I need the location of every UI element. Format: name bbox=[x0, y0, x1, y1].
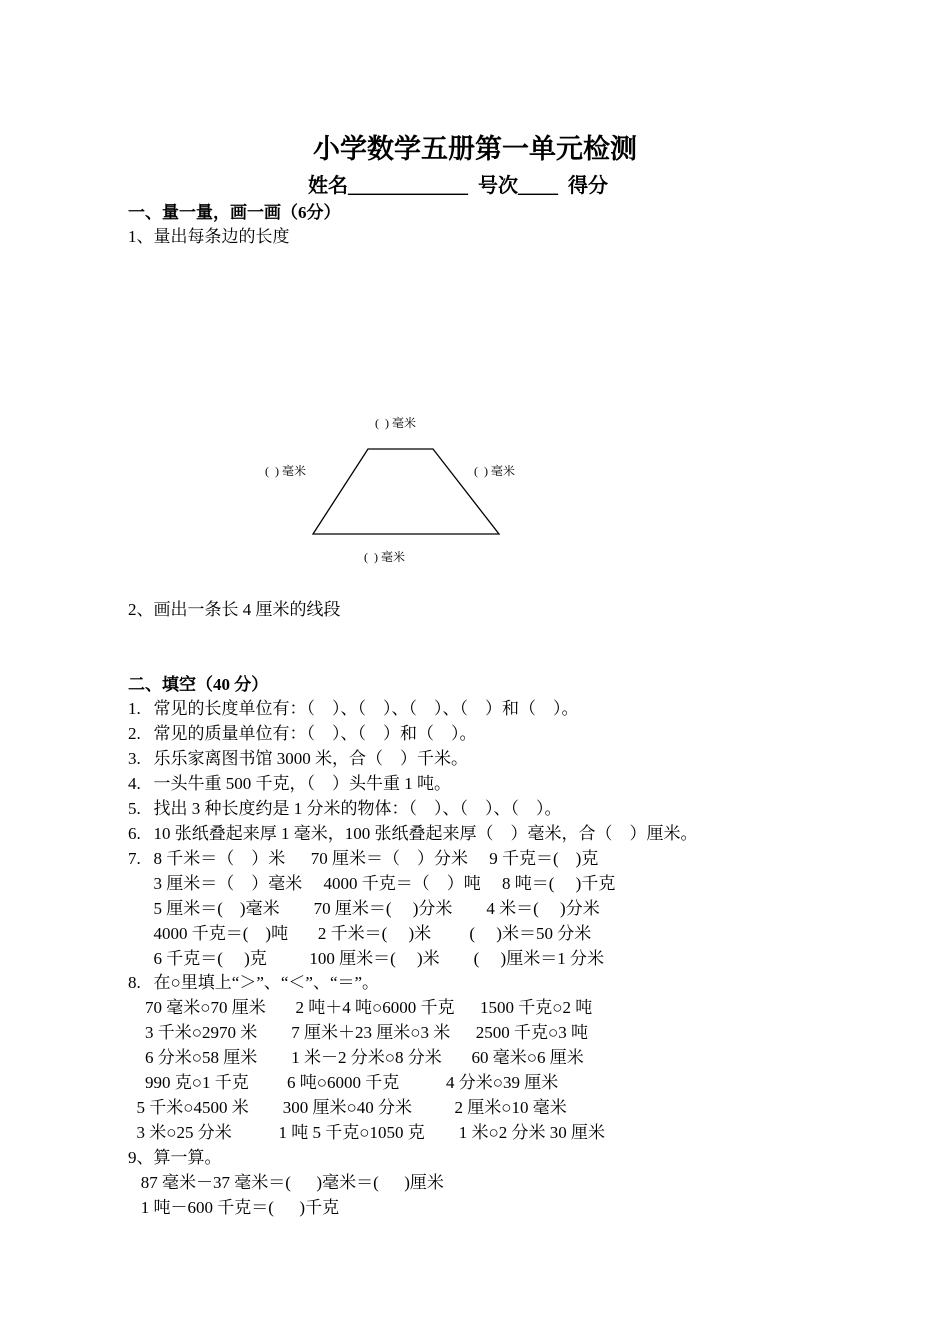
fill-line: 4000 千克＝( )吨 2 千米＝( )米 ( )米＝50 分米 bbox=[128, 924, 592, 943]
calc-heading: 9、算一算。 bbox=[128, 1148, 222, 1167]
trapezoid-shape bbox=[313, 449, 499, 534]
compare-line: 990 克○1 千克 6 吨○6000 千克 4 分米○39 厘米 bbox=[128, 1073, 559, 1092]
calc-line: 87 毫米－37 毫米＝( )毫米＝( )厘米 bbox=[128, 1173, 444, 1192]
section2-heading: 二、填空（40 分） bbox=[128, 675, 269, 694]
compare-line: 6 分米○58 厘米 1 米－2 分米○8 分米 60 毫米○6 厘米 bbox=[128, 1048, 584, 1067]
question-draw-line: 2、画出一条长 4 厘米的线段 bbox=[128, 600, 341, 619]
fill-line: 3 厘米＝（ ）毫米 4000 千克＝（ ）吨 8 吨＝( )千克 bbox=[128, 874, 616, 893]
fill-line: 3. 乐乐家离图书馆 3000 米，合（ ）千米。 bbox=[128, 749, 468, 768]
trapezoid-top-label: ( ) 毫米 bbox=[375, 416, 416, 430]
fill-line: 6 千克＝( )克 100 厘米＝( )米 ( )厘米＝1 分米 bbox=[128, 949, 604, 968]
fill-line: 7. 8 千米＝（ ）米 70 厘米＝（ ）分米 9 千克＝( )克 bbox=[128, 849, 599, 868]
compare-line: 70 毫米○70 厘米 2 吨＋4 吨○6000 千克 1500 千克○2 吨 bbox=[128, 998, 593, 1017]
section1-heading: 一、量一量，画一画（6分） bbox=[128, 203, 341, 222]
fill-line: 4. 一头牛重 500 千克，（ ）头牛重 1 吨。 bbox=[128, 774, 451, 793]
fill-line: 5. 找出 3 种长度约是 1 分米的物体：（ ）、（ ）、（ ）。 bbox=[128, 799, 562, 818]
compare-line: 3 米○25 分米 1 吨 5 千克○1050 克 1 米○2 分米 30 厘米 bbox=[128, 1123, 606, 1142]
calc-line: 1 吨－600 千克＝( )千克 bbox=[128, 1198, 340, 1217]
trapezoid-left-label: ( ) 毫米 bbox=[265, 464, 306, 478]
trapezoid-right-label: ( ) 毫米 bbox=[474, 464, 515, 478]
trapezoid-bottom-label: ( ) 毫米 bbox=[364, 550, 405, 564]
page-title: 小学数学五册第一单元检测 bbox=[313, 134, 637, 164]
student-info-line: 姓名____________ 号次____ 得分 bbox=[308, 175, 608, 197]
question-measure-sides: 1、量出每条边的长度 bbox=[128, 227, 290, 246]
compare-line: 3 千米○2970 米 7 厘米＋23 厘米○3 米 2500 千克○3 吨 bbox=[128, 1023, 589, 1042]
fill-line: 8. 在○里填上“＞”、“＜”、“＝”。 bbox=[128, 973, 380, 992]
compare-line: 5 千米○4500 米 300 厘米○40 分米 2 厘米○10 毫米 bbox=[128, 1098, 567, 1117]
fill-line: 5 厘米＝( )毫米 70 厘米＝( )分米 4 米＝( )分米 bbox=[128, 899, 600, 918]
fill-line: 6. 10 张纸叠起来厚 1 毫米，100 张纸叠起来厚（ ）毫米，合（ ）厘米。 bbox=[128, 824, 698, 843]
fill-line: 1. 常见的长度单位有：（ ）、（ ）、（ ）、（ ）和（ ）。 bbox=[128, 699, 579, 718]
fill-line: 2. 常见的质量单位有：（ ）、（ ）和（ ）。 bbox=[128, 724, 477, 743]
